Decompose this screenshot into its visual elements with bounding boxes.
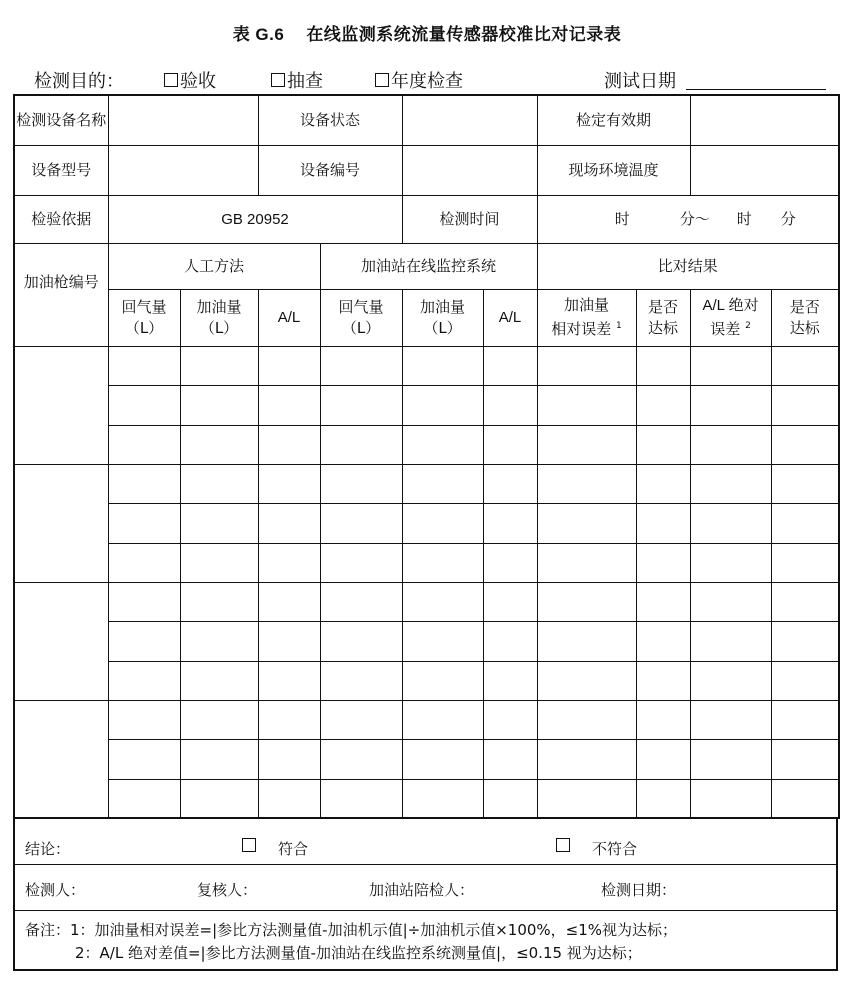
- table-row: [14, 779, 839, 818]
- data-cell[interactable]: [690, 385, 771, 425]
- data-cell[interactable]: [180, 503, 258, 543]
- data-cell[interactable]: [636, 582, 690, 621]
- data-cell[interactable]: [537, 621, 636, 661]
- data-cell[interactable]: [537, 543, 636, 582]
- table-row: [14, 503, 839, 543]
- data-cell[interactable]: [690, 621, 771, 661]
- data-cell[interactable]: [402, 621, 483, 661]
- online-al-header: A/L: [483, 289, 537, 346]
- nozzle-no-cell[interactable]: [14, 700, 108, 818]
- purpose-option-annual[interactable]: 年度检查: [375, 67, 463, 93]
- data-cell[interactable]: [320, 464, 402, 503]
- data-cell[interactable]: [690, 464, 771, 503]
- compare-result-header: 比对结果: [537, 243, 839, 289]
- data-cell[interactable]: [483, 739, 537, 779]
- data-cell[interactable]: [483, 425, 537, 464]
- data-cell[interactable]: [108, 543, 180, 582]
- data-cell[interactable]: [690, 661, 771, 700]
- data-cell[interactable]: [537, 425, 636, 464]
- purpose-row: [34, 67, 834, 93]
- nozzle-no-cell[interactable]: [14, 346, 108, 464]
- inspect-date-label: 检测日期：: [601, 881, 677, 899]
- device-model-field[interactable]: [108, 145, 258, 195]
- data-cell[interactable]: [537, 385, 636, 425]
- data-cell[interactable]: [483, 582, 537, 621]
- data-cell[interactable]: [180, 661, 258, 700]
- data-cell[interactable]: [320, 503, 402, 543]
- data-cell[interactable]: [636, 464, 690, 503]
- test-date-label: 测试日期: [604, 71, 676, 92]
- data-cell[interactable]: [690, 543, 771, 582]
- env-temp-label: 现场环境温度: [537, 145, 690, 195]
- data-cell[interactable]: [108, 464, 180, 503]
- data-cell[interactable]: [636, 503, 690, 543]
- data-cell[interactable]: [180, 739, 258, 779]
- data-cell[interactable]: [690, 700, 771, 739]
- data-cell[interactable]: [636, 385, 690, 425]
- conform-checkbox-icon[interactable]: [242, 838, 256, 852]
- nonconform-label: 不符合: [592, 840, 638, 858]
- notes-row: [15, 911, 836, 969]
- nozzle-no-header: 加油枪编号: [14, 243, 108, 346]
- nonconform-checkbox-icon[interactable]: [556, 838, 570, 852]
- data-cell[interactable]: [537, 503, 636, 543]
- data-cell[interactable]: [320, 346, 402, 385]
- valid-period-label: 检定有效期: [537, 95, 690, 145]
- online-vapor-header: 回气量 （L）: [320, 289, 402, 346]
- data-cell[interactable]: [636, 543, 690, 582]
- signature-row: [15, 865, 836, 911]
- station-escort-label: 加油站陪检人：: [369, 881, 475, 899]
- data-cell[interactable]: [483, 543, 537, 582]
- data-cell[interactable]: [636, 346, 690, 385]
- al-pass-header: 是否 达标: [771, 289, 839, 346]
- data-cell[interactable]: [483, 385, 537, 425]
- data-cell[interactable]: [108, 661, 180, 700]
- data-cell[interactable]: [258, 621, 320, 661]
- data-cell[interactable]: [320, 385, 402, 425]
- data-cell[interactable]: [483, 464, 537, 503]
- data-cell[interactable]: [108, 700, 180, 739]
- data-cell[interactable]: [771, 700, 839, 739]
- data-cell[interactable]: [690, 425, 771, 464]
- manual-vapor-header: 回气量 （L）: [108, 289, 180, 346]
- note-1: 备注：1：加油量相对误差=|参比方法测量值-加油机示值|÷加油机示值×100%，≤1%视为达标；: [25, 921, 678, 939]
- data-cell[interactable]: [402, 464, 483, 503]
- data-cell[interactable]: [258, 425, 320, 464]
- device-status-field[interactable]: [402, 95, 537, 145]
- table-row: [14, 464, 839, 503]
- data-cell[interactable]: [537, 661, 636, 700]
- table-code: 表 G.6: [232, 25, 285, 44]
- data-cell[interactable]: [483, 700, 537, 739]
- data-cell[interactable]: [636, 739, 690, 779]
- conclusion-row: [15, 818, 836, 865]
- data-cell[interactable]: [402, 346, 483, 385]
- purpose-label: 检测目的：: [34, 71, 124, 92]
- manual-method-header: 人工方法: [108, 243, 320, 289]
- purpose-option-spotcheck[interactable]: 抽查: [271, 67, 323, 93]
- data-cell[interactable]: [402, 385, 483, 425]
- table-row: [14, 346, 839, 385]
- reviewer-label: 复核人：: [197, 881, 258, 899]
- data-cell[interactable]: [537, 582, 636, 621]
- data-cell[interactable]: [402, 779, 483, 818]
- data-cell[interactable]: [320, 739, 402, 779]
- data-cell[interactable]: [320, 661, 402, 700]
- data-cell[interactable]: [537, 779, 636, 818]
- data-cell[interactable]: [636, 779, 690, 818]
- basis-label: 检验依据: [14, 195, 108, 243]
- checkbox-icon[interactable]: [271, 73, 285, 87]
- data-cell[interactable]: [258, 464, 320, 503]
- data-cell[interactable]: [771, 385, 839, 425]
- table-row: [14, 621, 839, 661]
- data-cell[interactable]: [108, 582, 180, 621]
- data-cell[interactable]: [258, 661, 320, 700]
- checkbox-icon[interactable]: [375, 73, 389, 87]
- data-cell[interactable]: [320, 425, 402, 464]
- manual-al-header: A/L: [258, 289, 320, 346]
- data-cell[interactable]: [320, 779, 402, 818]
- table-row: [14, 700, 839, 739]
- data-cell[interactable]: [258, 346, 320, 385]
- data-cell[interactable]: [636, 621, 690, 661]
- table-row: [14, 661, 839, 700]
- nozzle-no-cell[interactable]: [14, 464, 108, 582]
- data-cell[interactable]: [771, 464, 839, 503]
- data-cell[interactable]: [636, 661, 690, 700]
- checkbox-icon[interactable]: [164, 73, 178, 87]
- data-cell[interactable]: [180, 385, 258, 425]
- nozzle-no-cell[interactable]: [14, 582, 108, 700]
- data-cell[interactable]: [180, 543, 258, 582]
- data-cell[interactable]: [690, 779, 771, 818]
- footer-section: [13, 818, 838, 971]
- data-cell[interactable]: [402, 582, 483, 621]
- data-cell[interactable]: [402, 503, 483, 543]
- basis-value: GB 20952: [108, 195, 402, 243]
- data-cell[interactable]: [690, 346, 771, 385]
- note-2: 2：A/L 绝对差值=|参比方法测量值-加油站在线监控系统测量值|，≤0.15 视为达标；: [75, 944, 642, 962]
- device-name-field[interactable]: [108, 95, 258, 145]
- page-title: [0, 20, 854, 45]
- env-temp-field[interactable]: [690, 145, 839, 195]
- manual-fuel-header: 加油量 （L）: [180, 289, 258, 346]
- table-row: [14, 582, 839, 621]
- data-cell[interactable]: [537, 346, 636, 385]
- data-cell[interactable]: [771, 425, 839, 464]
- fuel-pass-header: 是否 达标: [636, 289, 690, 346]
- purpose-option-acceptance[interactable]: 验收: [164, 67, 216, 93]
- data-cell[interactable]: [320, 582, 402, 621]
- data-cell[interactable]: [771, 661, 839, 700]
- table-row: [14, 425, 839, 464]
- data-cell[interactable]: [258, 543, 320, 582]
- data-cell[interactable]: [483, 621, 537, 661]
- data-cell[interactable]: [771, 779, 839, 818]
- data-cell[interactable]: [320, 700, 402, 739]
- al-abs-err-header: A/L 绝对 误差 $^2$: [690, 289, 771, 346]
- data-cell[interactable]: [180, 425, 258, 464]
- data-cell[interactable]: [537, 464, 636, 503]
- data-cell[interactable]: [402, 739, 483, 779]
- data-cell[interactable]: [690, 582, 771, 621]
- data-cell[interactable]: [108, 425, 180, 464]
- data-cell[interactable]: [771, 503, 839, 543]
- data-cell[interactable]: [180, 464, 258, 503]
- data-cell[interactable]: [483, 346, 537, 385]
- online-fuel-header: 加油量 （L）: [402, 289, 483, 346]
- table-row: [14, 385, 839, 425]
- data-cell[interactable]: [108, 779, 180, 818]
- data-cell[interactable]: [483, 503, 537, 543]
- test-date-field[interactable]: [686, 89, 826, 90]
- device-name-label: 检测设备名称: [14, 95, 108, 145]
- data-cell[interactable]: [636, 700, 690, 739]
- data-cell[interactable]: [258, 739, 320, 779]
- data-cell[interactable]: [690, 503, 771, 543]
- device-no-field[interactable]: [402, 145, 537, 195]
- data-cell[interactable]: [180, 582, 258, 621]
- data-cell[interactable]: [483, 661, 537, 700]
- conclusion-label: 结论：: [25, 840, 71, 858]
- data-cell[interactable]: [402, 661, 483, 700]
- data-cell[interactable]: [771, 582, 839, 621]
- data-cell[interactable]: [771, 346, 839, 385]
- data-cell[interactable]: [108, 621, 180, 661]
- data-cell[interactable]: [690, 739, 771, 779]
- data-cell[interactable]: [537, 739, 636, 779]
- test-time-label: 检测时间: [402, 195, 537, 243]
- table-row: [14, 543, 839, 582]
- table-title: 在线监测系统流量传感器校准比对记录表: [306, 25, 622, 45]
- data-cell[interactable]: [320, 621, 402, 661]
- conform-label: 符合: [278, 840, 309, 858]
- data-cell[interactable]: [402, 700, 483, 739]
- inspector-label: 检测人：: [25, 881, 86, 899]
- data-cell[interactable]: [402, 543, 483, 582]
- data-cell[interactable]: [537, 700, 636, 739]
- data-cell[interactable]: [771, 543, 839, 582]
- test-time-field[interactable]: 时 分～ 时 分: [537, 195, 839, 243]
- data-cell[interactable]: [402, 425, 483, 464]
- data-cell[interactable]: [108, 503, 180, 543]
- data-cell[interactable]: [180, 621, 258, 661]
- data-cell[interactable]: [258, 503, 320, 543]
- valid-period-field[interactable]: [690, 95, 839, 145]
- data-cell[interactable]: [771, 739, 839, 779]
- fuel-rel-err-header: 加油量 相对误差 $^1$: [537, 289, 636, 346]
- data-cell[interactable]: [258, 385, 320, 425]
- data-cell[interactable]: [180, 779, 258, 818]
- table-row: [14, 739, 839, 779]
- data-cell[interactable]: [108, 346, 180, 385]
- data-cell[interactable]: [636, 425, 690, 464]
- data-cell[interactable]: [108, 385, 180, 425]
- data-cell[interactable]: [180, 346, 258, 385]
- data-cell[interactable]: [771, 621, 839, 661]
- data-cell[interactable]: [320, 543, 402, 582]
- data-cell[interactable]: [258, 582, 320, 621]
- online-system-header: 加油站在线监控系统: [320, 243, 537, 289]
- data-rows: [14, 346, 839, 818]
- data-cell[interactable]: [258, 700, 320, 739]
- record-table: [13, 94, 840, 819]
- device-no-label: 设备编号: [258, 145, 402, 195]
- device-status-label: 设备状态: [258, 95, 402, 145]
- data-cell[interactable]: [180, 700, 258, 739]
- data-cell[interactable]: [258, 779, 320, 818]
- data-cell[interactable]: [108, 739, 180, 779]
- data-cell[interactable]: [483, 779, 537, 818]
- device-model-label: 设备型号: [14, 145, 108, 195]
